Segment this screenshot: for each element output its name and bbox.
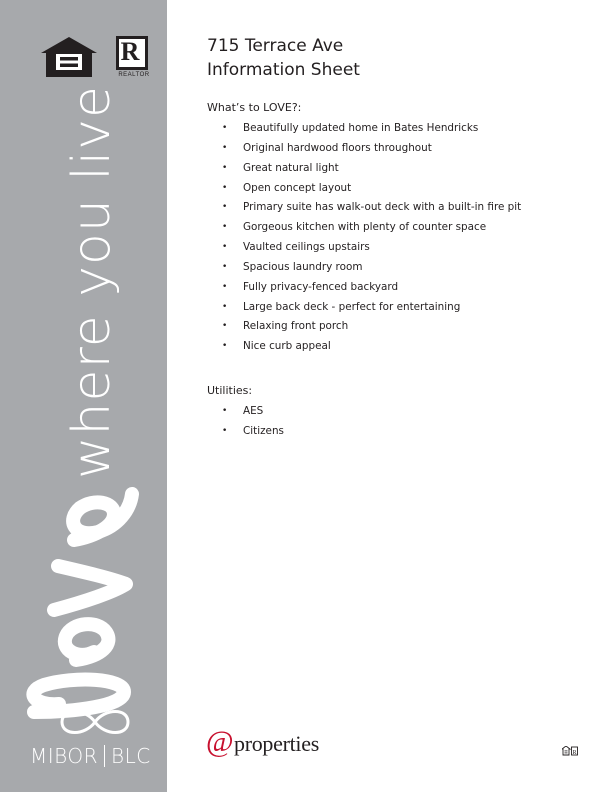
bullet-icon: • [222, 425, 228, 436]
realtor-r-mark: R [120, 37, 140, 66]
list-item: • Beautifully updated home in Bates Hendricks [222, 119, 521, 139]
list-item: • Open concept layout [222, 179, 521, 199]
love-script-logo [14, 480, 164, 730]
realtor-caption: REALTOR [118, 72, 150, 78]
love-section-heading: What’s to LOVE?: [207, 101, 302, 114]
bullet-icon: • [222, 281, 228, 292]
bullet-icon: • [222, 321, 228, 332]
utilities-list [222, 402, 284, 442]
utilities-section-heading: Utilities: [207, 384, 253, 397]
bullet-icon: • [222, 123, 228, 133]
list-item: • Original hardwood floors throughout [222, 139, 521, 159]
left-sidebar [0, 0, 167, 792]
tagline: where you live [62, 85, 122, 479]
list-item: • Relaxing front porch [222, 317, 521, 337]
mibor-infinity-mark [50, 700, 140, 744]
bullet-icon: • [222, 182, 228, 193]
list-item: • Primary suite has walk-out deck with a built-in fire pit [222, 198, 521, 218]
blc-text: BLC [111, 744, 151, 768]
list-item: • Vaulted ceilings upstairs [222, 238, 521, 258]
title-address: 715 Terrace Ave [207, 36, 344, 56]
bullet-icon: • [222, 222, 228, 233]
bullet-icon: • [222, 301, 228, 312]
bullet-icon: • [222, 261, 228, 272]
list-item: • Nice curb appeal [222, 337, 521, 357]
list-item: • Great natural light [222, 159, 521, 179]
list-item: • Citizens [222, 422, 284, 442]
list-item: • Gorgeous kitchen with plenty of counter space [222, 218, 521, 238]
title-subtitle: Information Sheet [207, 60, 360, 80]
realtor-logo [114, 36, 154, 80]
mibor-blc-wordmark [30, 744, 151, 768]
equal-housing-opportunity-icon [40, 36, 98, 78]
at-symbol: @ [206, 725, 234, 758]
svg-text:R: R [572, 749, 577, 756]
bullet-icon: • [222, 341, 228, 352]
list-item: • Fully privacy-fenced backyard [222, 278, 521, 298]
bullet-icon: • [222, 242, 228, 253]
list-item: • Spacious laundry room [222, 258, 521, 278]
brand-name: properties [234, 731, 319, 756]
wordmark-divider [104, 745, 105, 767]
bullet-icon: • [222, 142, 228, 153]
page-title [207, 34, 360, 82]
bullet-icon: • [222, 406, 228, 416]
mibor-text: MIBOR [30, 744, 99, 768]
list-item: • Large back deck - perfect for entertaining [222, 298, 521, 318]
equal-housing-small-icon [562, 746, 578, 756]
bullet-icon: • [222, 162, 228, 173]
bullet-icon: • [222, 202, 228, 213]
list-item: • AES [222, 402, 284, 422]
love-feature-list [222, 119, 521, 357]
